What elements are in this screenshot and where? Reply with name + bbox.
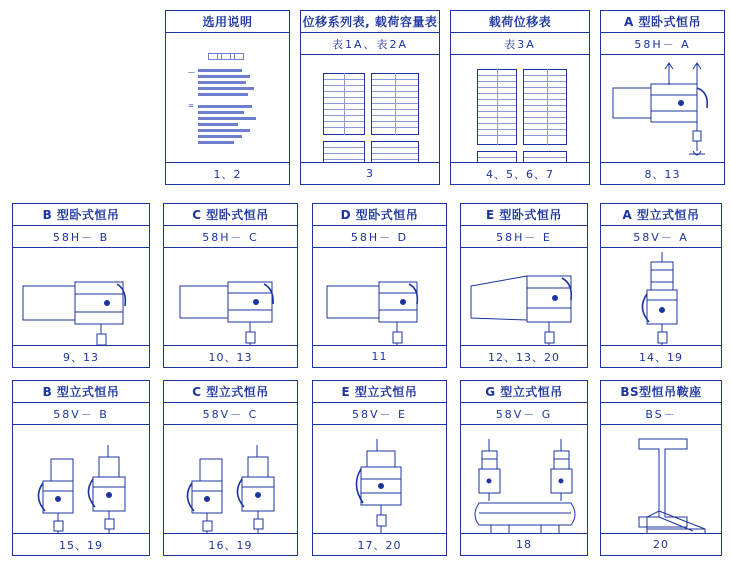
card-header: 选用说明 <box>166 11 289 33</box>
horizontal-hanger-a-drawing <box>601 55 724 162</box>
card-footer: 14、19 <box>601 345 721 367</box>
card-body: — = <box>166 33 289 162</box>
card-body <box>461 425 587 533</box>
card-footer: 18 <box>461 533 587 555</box>
card-subheader: 58H－ D <box>313 226 446 248</box>
card-header: 载荷位移表 <box>451 11 589 33</box>
card-type-a-horizontal-hanger[interactable] <box>600 10 725 185</box>
card-footer: 1、2 <box>166 162 289 184</box>
card-selection-instructions[interactable] <box>165 10 290 185</box>
card-footer: 16、19 <box>164 533 297 555</box>
card-header: C 型卧式恒吊 <box>164 204 297 226</box>
vertical-hanger-c-drawing <box>164 425 297 533</box>
card-footer: 11 <box>313 345 446 367</box>
card-header: E 型卧式恒吊 <box>461 204 587 226</box>
card-header: BS型恒吊鞍座 <box>601 381 721 403</box>
card-body <box>461 248 587 345</box>
card-header: A 型立式恒吊 <box>601 204 721 226</box>
card-header: A 型卧式恒吊 <box>601 11 724 33</box>
card-footer: 17、20 <box>313 533 446 555</box>
card-subheader: 58V－ B <box>13 403 149 425</box>
horizontal-hanger-c-drawing <box>164 248 297 345</box>
card-header: D 型卧式恒吊 <box>313 204 446 226</box>
card-body <box>301 55 439 162</box>
card-type-b-vertical-hanger[interactable] <box>12 380 150 556</box>
card-footer: 20 <box>601 533 721 555</box>
card-header: G 型立式恒吊 <box>461 381 587 403</box>
card-footer: 9、13 <box>13 345 149 367</box>
card-subheader: 58H－ E <box>461 226 587 248</box>
card-body <box>13 425 149 533</box>
card-header: E 型立式恒吊 <box>313 381 446 403</box>
card-body <box>313 425 446 533</box>
card-type-c-vertical-hanger[interactable] <box>163 380 298 556</box>
card-body <box>601 248 721 345</box>
horizontal-hanger-d-drawing <box>313 248 446 345</box>
card-header: 位移系列表, 载荷容量表 <box>301 11 439 33</box>
card-footer: 10、13 <box>164 345 297 367</box>
card-footer: 15、19 <box>13 533 149 555</box>
card-body <box>601 425 721 533</box>
card-header: B 型卧式恒吊 <box>13 204 149 226</box>
card-subheader: 58V－ A <box>601 226 721 248</box>
card-subheader: BS－ <box>601 403 721 425</box>
card-body <box>164 425 297 533</box>
horizontal-hanger-e-drawing <box>461 248 587 345</box>
card-type-e-horizontal-hanger[interactable] <box>460 203 588 368</box>
card-header: B 型立式恒吊 <box>13 381 149 403</box>
card-body <box>451 55 589 162</box>
horizontal-hanger-b-drawing <box>13 248 149 345</box>
card-subheader: 58V－ C <box>164 403 297 425</box>
card-subheader: 表1A、表2A <box>301 33 439 55</box>
card-displacement-series-load-capacity-tables[interactable] <box>300 10 440 185</box>
card-type-d-horizontal-hanger[interactable] <box>312 203 447 368</box>
card-subheader: 58H－ C <box>164 226 297 248</box>
card-footer: 8、13 <box>601 162 724 184</box>
card-body <box>13 248 149 345</box>
card-type-a-vertical-hanger[interactable] <box>600 203 722 368</box>
card-subheader: 58V－ G <box>461 403 587 425</box>
vertical-hanger-a-drawing <box>601 248 721 345</box>
vertical-hanger-b-drawing <box>13 425 149 533</box>
vertical-hanger-g-drawing <box>461 425 587 533</box>
card-header: C 型立式恒吊 <box>164 381 297 403</box>
card-body <box>601 55 724 162</box>
saddle-drawing <box>601 425 721 533</box>
card-subheader: 58H－ A <box>601 33 724 55</box>
card-subheader: 表3A <box>451 33 589 55</box>
card-type-b-horizontal-hanger[interactable] <box>12 203 150 368</box>
card-type-c-horizontal-hanger[interactable] <box>163 203 298 368</box>
card-footer: 12、13、20 <box>461 345 587 367</box>
card-body <box>313 248 446 345</box>
card-type-e-vertical-hanger[interactable] <box>312 380 447 556</box>
card-bs-hanger-saddle[interactable] <box>600 380 722 556</box>
card-body <box>164 248 297 345</box>
card-subheader: 58V－ E <box>313 403 446 425</box>
card-load-displacement-table[interactable] <box>450 10 590 185</box>
card-footer: 3 <box>301 162 439 184</box>
vertical-hanger-e-drawing <box>313 425 446 533</box>
card-footer: 4、5、6、7 <box>451 162 589 184</box>
card-type-g-vertical-hanger[interactable] <box>460 380 588 556</box>
card-subheader: 58H－ B <box>13 226 149 248</box>
